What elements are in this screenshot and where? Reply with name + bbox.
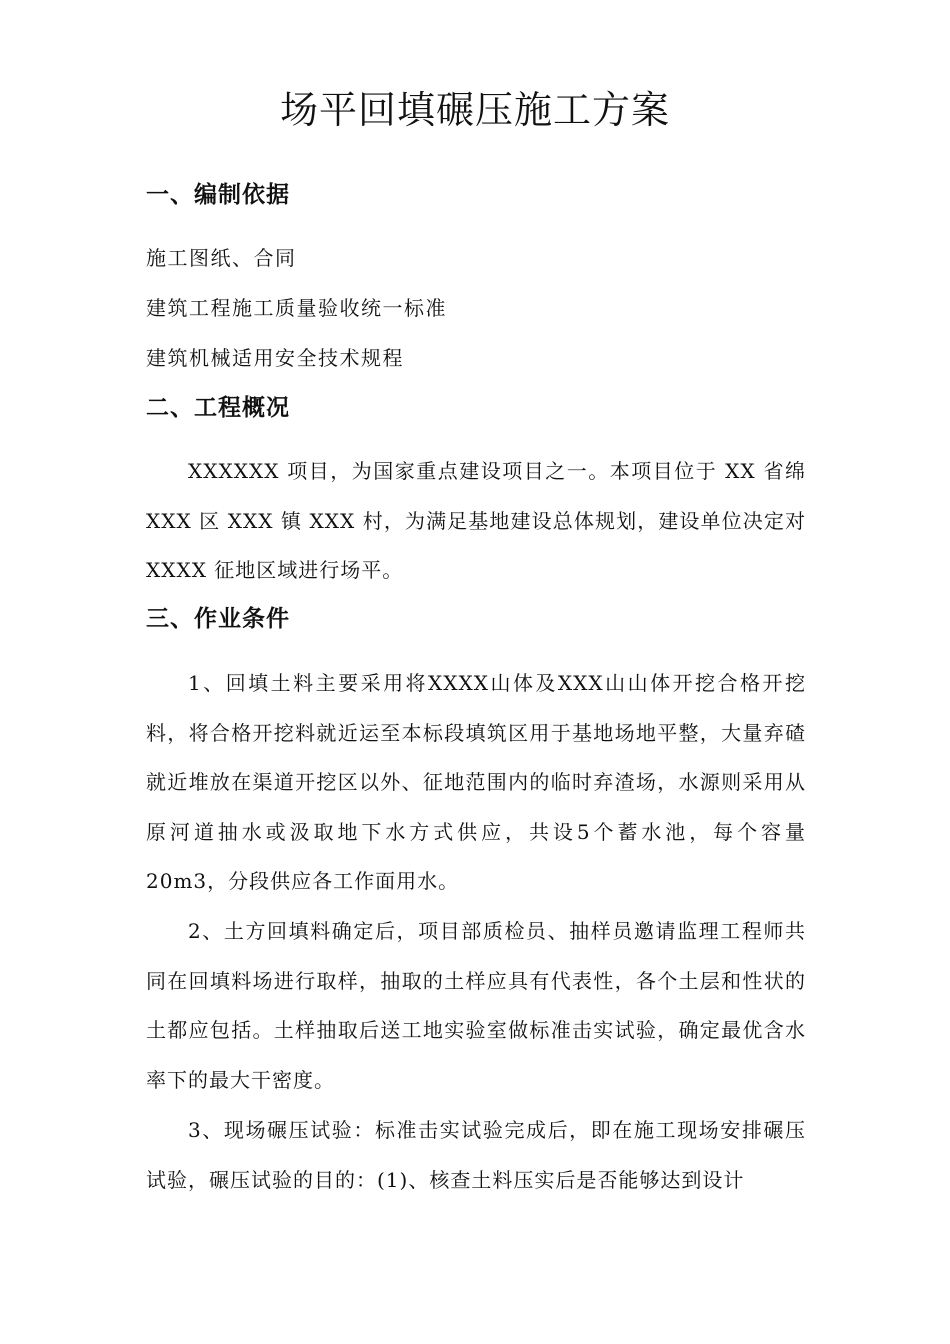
section-heading-overview: 二、工程概况	[146, 395, 290, 421]
section-heading-basis: 一、编制依据	[146, 182, 290, 208]
conditions-paragraph-2: 2、土方回填料确定后，项目部质检员、抽样员邀请监理工程师共同在回填料场进行取样，抽取的土样应具有代表性，各个土层和性状的土都应包括。土样抽取后送工地实验室做标准击实试验，确定最优含水率下的最大干密度。	[146, 919, 806, 1092]
overview-paragraph: XXXXXX 项目，为国家重点建设项目之一。本项目位于 XX 省绵 XXX 区 XXX 镇 XXX 村，为满足基地建设总体规划，建设单位决定对 XXXX 征地区域进行场平。	[146, 459, 806, 582]
conditions-paragraph-1: 1、回填土料主要采用将XXXX山体及XXX山山体开挖合格开挖料，将合格开挖料就近运至本标段填筑区用于基地场地平整，大量弃碴就近堆放在渠道开挖区以外、征地范围内的临时弃渣场，水源则采用从原河道抽水或汲取地下水方式供应，共设5个蓄水池，每个容量20m3，分段供应各工作面用水。	[146, 671, 806, 893]
basis-item-safety-regulation: 建筑机械适用安全技术规程	[146, 346, 404, 370]
document-title: 场平回填碾压施工方案	[279, 88, 670, 132]
section-heading-conditions: 三、作业条件	[146, 606, 290, 632]
basis-item-drawings: 施工图纸、合同	[146, 246, 297, 270]
basis-item-quality-standard: 建筑工程施工质量验收统一标准	[146, 296, 447, 320]
conditions-paragraph-3: 3、现场碾压试验：标准击实试验完成后，即在施工现场安排碾压试验，碾压试验的目的：(1)、核查土料压实后是否能够达到设计	[146, 1118, 806, 1192]
